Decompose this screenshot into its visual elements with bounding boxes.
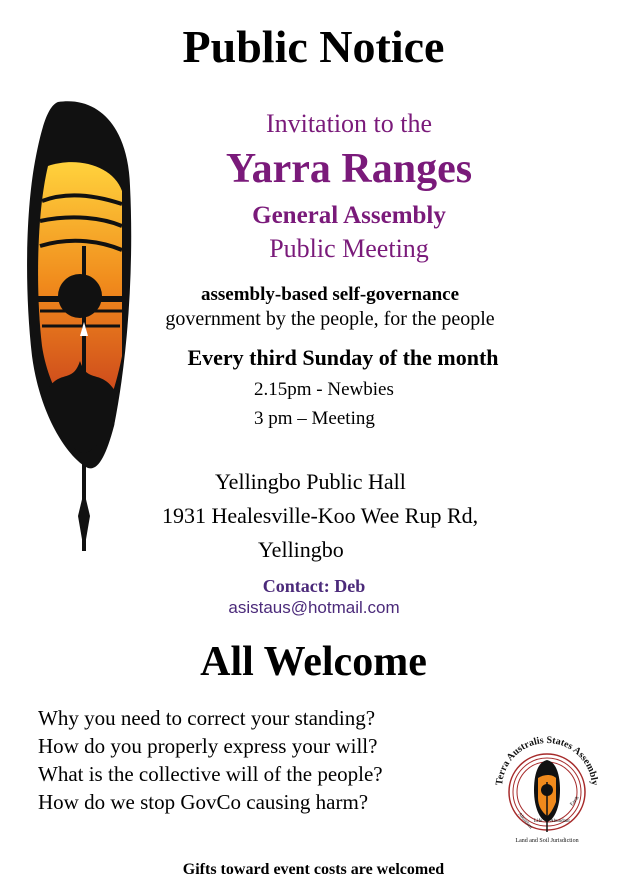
seal-word: Abundant (550, 819, 570, 824)
question-line: What is the collective will of the people? (38, 762, 383, 786)
contact-name: Contact: Deb (262, 576, 366, 596)
invitation-line: Invitation to the (265, 109, 433, 138)
schedule: Every third Sunday of the month (187, 345, 499, 370)
time-meeting: 3 pm – Meeting (254, 408, 375, 429)
welcome-heading: All Welcome (200, 639, 427, 685)
page-title: Public Notice (182, 21, 445, 72)
venue-line: Yellingbo Public Hall (215, 469, 406, 494)
question-line: How do you properly express your will? (38, 734, 378, 758)
seal-word: Life (534, 819, 543, 824)
seal-bottom-text: Land and Soil Jurisdiction (515, 838, 579, 844)
question-line: Why you need to correct your standing? (38, 706, 376, 730)
question-line: How do we stop GovCo causing harm? (38, 790, 369, 814)
time-newbies: 2.15pm - Newbies (254, 379, 394, 400)
seal-word: Abundant (516, 812, 533, 831)
seal-ring-text: Terra Australis States Assembly (494, 734, 600, 786)
seal-word: Earth (569, 795, 581, 808)
assembly-seal-logo (488, 722, 606, 852)
footer-note: Gifts toward event costs are welcomed (182, 861, 445, 878)
location-heading: Yarra Ranges (225, 146, 473, 192)
tagline: government by the people, for the people (165, 308, 495, 330)
venue-line: Yellingbo (258, 537, 344, 562)
meeting-heading: Public Meeting (269, 234, 429, 263)
tagline-bold: assembly-based self-governance (200, 284, 460, 305)
contact-email[interactable]: asistaus@hotmail.com (228, 598, 400, 617)
assembly-heading: General Assembly (252, 202, 446, 229)
venue-line: 1931 Healesville-Koo Wee Rup Rd, (162, 503, 479, 528)
